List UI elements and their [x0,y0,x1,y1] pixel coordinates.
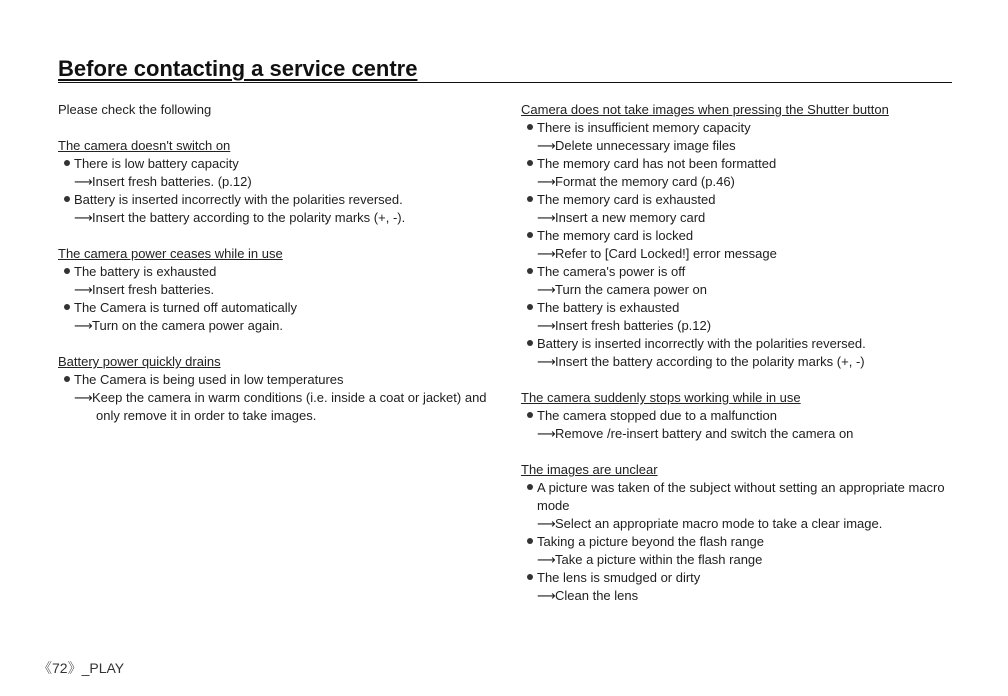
page-number-footer: 《72》_PLAY [38,660,125,676]
bullet-dot-icon [527,124,533,130]
cause-text: The memory card is exhausted [537,192,716,207]
bullet-dot-icon [527,304,533,310]
remedy-item [521,317,961,335]
section-heading: The camera doesn't switch on [58,138,231,153]
section-the-camera-doesn-t-switch-on [58,137,488,227]
section-the-camera-power-ceases-while-in-use [58,245,488,335]
section-the-camera-suddenly-stops-working-while-in-use [521,389,961,443]
bullet-dot-icon [527,268,533,274]
cause-item [521,119,961,137]
remedy-text: Insert fresh batteries (p.12) [555,318,712,333]
cause-item [58,299,488,317]
remedy-item [521,173,961,191]
remedy-item [521,209,961,227]
left-column [58,101,488,425]
remedy-item [58,209,488,227]
remedy-text: Select an appropriate macro mode to take a clear image. [555,516,883,531]
bullet-dot-icon [64,304,70,310]
section-heading: The images are unclear [521,462,658,477]
long-right-arrow-icon: ⟶ [537,354,556,369]
cause-text: The memory card has not been formatted [537,156,777,171]
remedy-text: Insert the battery according to the polarity marks (+, -). [92,210,406,225]
cause-text: There is low battery capacity [74,156,239,171]
remedy-item [521,245,961,263]
remedy-item [521,515,961,533]
cause-text: A picture was taken of the subject without setting an appropriate macro mode [537,480,945,513]
remedy-text: Turn the camera power on [555,282,707,297]
long-right-arrow-icon: ⟶ [537,588,556,603]
bullet-dot-icon [527,340,533,346]
cause-item [521,569,961,587]
remedy-text: Insert fresh batteries. (p.12) [92,174,252,189]
remedy-text: Remove /re-insert battery and switch the camera on [555,426,854,441]
long-right-arrow-icon: ⟶ [537,318,556,333]
bullet-dot-icon [527,484,533,490]
cause-text: The Camera is turned off automatically [74,300,298,315]
title-underline-rule [58,82,952,83]
cause-text: The Camera is being used in low temperatures [74,372,344,387]
long-right-arrow-icon: ⟶ [74,282,93,297]
cause-text: There is insufficient memory capacity [537,120,751,135]
cause-item [521,533,961,551]
cause-item [58,371,488,389]
cause-text: The camera's power is off [537,264,686,279]
long-right-arrow-icon: ⟶ [537,516,556,531]
bullet-dot-icon [527,196,533,202]
remedy-text: Delete unnecessary image files [555,138,736,153]
bullet-dot-icon [527,538,533,544]
remedy-text: Insert fresh batteries. [92,282,215,297]
cause-item [58,263,488,281]
remedy-item [58,173,488,191]
bullet-dot-icon [527,574,533,580]
section-the-images-are-unclear [521,461,961,605]
cause-item [521,407,961,425]
long-right-arrow-icon: ⟶ [537,282,556,297]
section-heading: Battery power quickly drains [58,354,221,369]
cause-item [521,479,961,515]
remedy-item [521,281,961,299]
cause-text: The battery is exhausted [74,264,217,279]
cause-text: Battery is inserted incorrectly with the polarities reversed. [74,192,403,207]
cause-item [521,155,961,173]
remedy-text: Refer to [Card Locked!] error message [555,246,777,261]
intro-text: Please check the following [58,102,212,117]
cause-item [521,299,961,317]
cause-text: The camera stopped due to a malfunction [537,408,777,423]
cause-text: Battery is inserted incorrectly with the polarities reversed. [537,336,866,351]
remedy-item [521,137,961,155]
bullet-dot-icon [64,268,70,274]
remedy-item [521,425,961,443]
remedy-text: Format the memory card (p.46) [555,174,735,189]
cause-text: Taking a picture beyond the flash range [537,534,764,549]
cause-item [521,263,961,281]
remedy-text: Keep the camera in warm conditions (i.e. inside a coat or jacket) and only remove it in order to take images. [92,390,487,423]
left-sections [58,137,488,425]
long-right-arrow-icon: ⟶ [537,210,556,225]
cause-item [521,227,961,245]
section-heading: The camera power ceases while in use [58,246,283,261]
right-sections [521,101,961,605]
bullet-dot-icon [527,412,533,418]
remedy-text: Turn on the camera power again. [92,318,284,333]
bullet-dot-icon [64,376,70,382]
long-right-arrow-icon: ⟶ [537,174,556,189]
cause-item [521,335,961,353]
long-right-arrow-icon: ⟶ [537,552,556,567]
bullet-dot-icon [527,160,533,166]
remedy-item [58,281,488,299]
long-right-arrow-icon: ⟶ [74,390,93,405]
long-right-arrow-icon: ⟶ [74,174,93,189]
remedy-item [521,353,961,371]
remedy-item [521,551,961,569]
page-title: Before contacting a service centre [58,56,418,81]
section-heading: The camera suddenly stops working while in use [521,390,801,405]
bullet-dot-icon [64,196,70,202]
remedy-item [58,317,488,335]
cause-item [521,191,961,209]
right-column [521,101,961,605]
section-battery-power-quickly-drains [58,353,488,425]
cause-item [58,191,488,209]
section-heading: Camera does not take images when pressing the Shutter button [521,102,889,117]
long-right-arrow-icon: ⟶ [74,318,93,333]
remedy-text: Clean the lens [555,588,639,603]
bullet-dot-icon [64,160,70,166]
remedy-item [521,587,961,605]
remedy-text: Insert the battery according to the polarity marks (+, -) [555,354,865,369]
remedy-text: Take a picture within the flash range [555,552,763,567]
cause-item [58,155,488,173]
long-right-arrow-icon: ⟶ [537,138,556,153]
remedy-item [58,389,488,425]
long-right-arrow-icon: ⟶ [74,210,93,225]
remedy-text: Insert a new memory card [555,210,706,225]
long-right-arrow-icon: ⟶ [537,426,556,441]
long-right-arrow-icon: ⟶ [537,246,556,261]
section-camera-does-not-take-images-when-pressing-the-shutter-button [521,101,961,371]
cause-text: The lens is smudged or dirty [537,570,701,585]
bullet-dot-icon [527,232,533,238]
cause-text: The memory card is locked [537,228,694,243]
cause-text: The battery is exhausted [537,300,680,315]
